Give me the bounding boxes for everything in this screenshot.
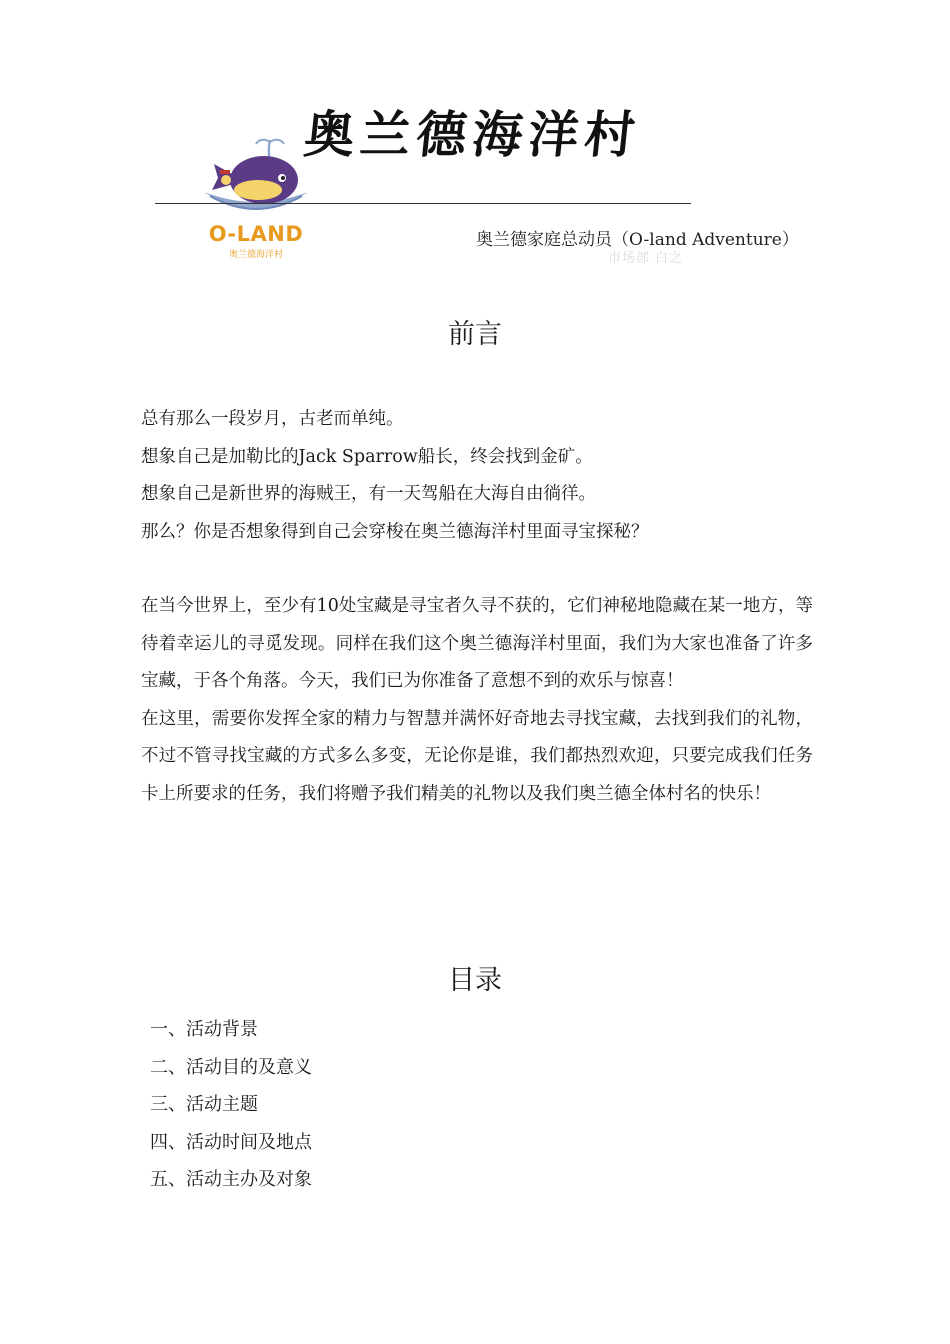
preface-paragraph: 在当今世界上，至少有10处宝藏是寻宝者久寻不获的，它们神秘地隐藏在某一地方，等待着幸运儿的寻觅发现。同样在我们这个奥兰德海洋村里面，我们为大家也准备了许多宝藏，于各个角落。今天，我们已为你准备了意想不到的欢乐与惊喜！ (141, 596, 813, 691)
toc-item: 二、活动目的及意义 (150, 1056, 312, 1078)
document-title: 奥兰德海洋村 (301, 105, 644, 164)
logo-wordmark: O-LAND (208, 222, 304, 246)
preface-paragraph: 总有那么一段岁月，古老而单纯。 (141, 409, 404, 429)
preface-paragraph: 想象自己是新世界的海贼王，有一天驾船在大海自由徜徉。 (141, 484, 596, 504)
preface-body (141, 401, 813, 813)
logo-subtitle: 奥兰德海洋村 (228, 250, 283, 260)
toc-heading: 目录 (448, 965, 502, 996)
whale-logo-icon (196, 134, 316, 224)
toc-item: 三、活动主题 (150, 1094, 258, 1115)
o-land-logo (196, 134, 316, 264)
preface-heading: 前言 (448, 319, 502, 350)
preface-paragraph: 想象自己是加勒比的Jack Sparrow船长，终会找到金矿。 (141, 446, 593, 467)
header-divider (155, 203, 691, 204)
faint-watermark-text: 市场部 白之 (608, 251, 684, 266)
toc-item: 四、活动时间及地点 (150, 1131, 312, 1153)
preface-paragraph: 那么？你是否想象得到自己会穿梭在奥兰德海洋村里面寻宝探秘？ (141, 521, 649, 542)
paragraph-spacer (141, 551, 813, 588)
toc-item: 五、活动主办及对象 (150, 1169, 312, 1190)
toc-item: 一、活动背景 (150, 1019, 258, 1040)
document-subtitle: 奥兰德家庭总动员（O-land Adventure） (476, 230, 799, 250)
preface-paragraph: 在这里，需要你发挥全家的精力与智慧并满怀好奇地去寻找宝藏，去找到我们的礼物，不过不管寻找宝藏的方式多么多变，无论你是谁，我们都热烈欢迎，只要完成我们任务卡上所要求的任务，我们将赠予我们精美的礼物以及我们奥兰德全体村名的快乐！ (141, 708, 813, 804)
toc-list (150, 1011, 312, 1199)
